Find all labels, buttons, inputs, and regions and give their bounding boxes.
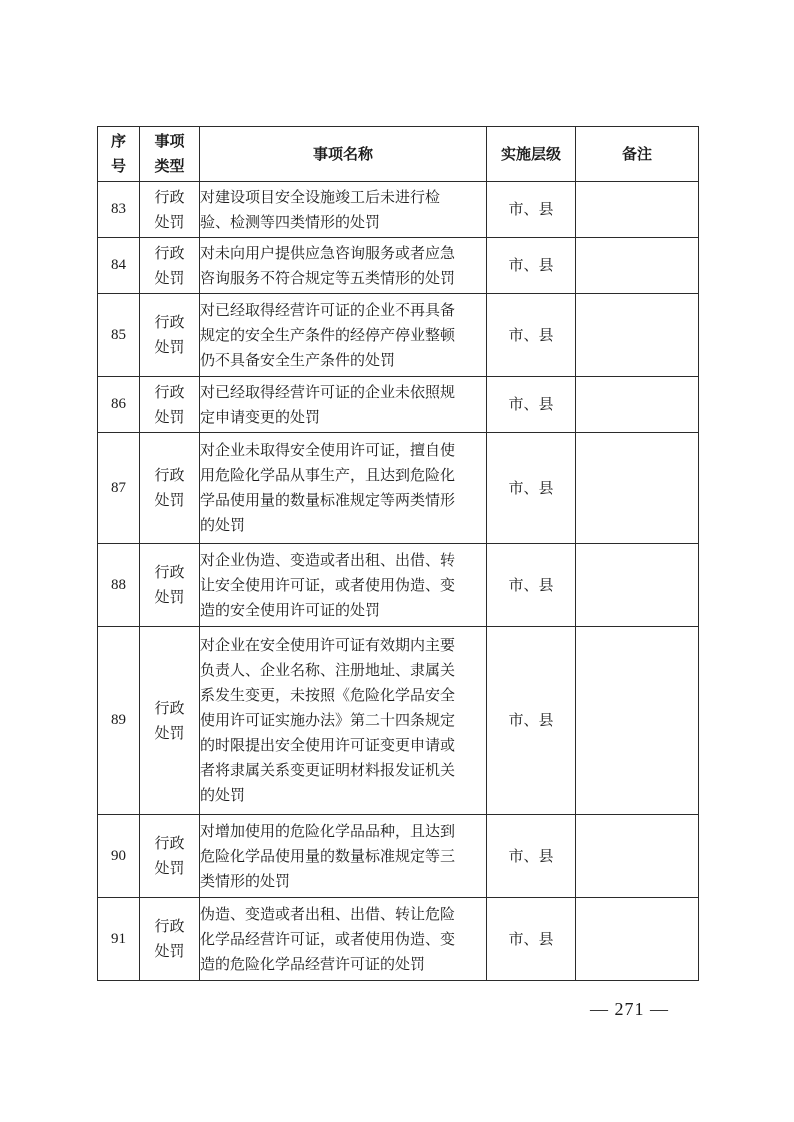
table-header-row xyxy=(98,127,699,182)
row-type xyxy=(140,377,200,433)
row-seq: 88 xyxy=(98,544,140,627)
row-note xyxy=(576,377,699,433)
row-type-line: 行政 xyxy=(154,834,185,852)
row-type-line: 处罚 xyxy=(154,942,185,960)
row-level: 市、县 xyxy=(487,182,576,238)
row-type xyxy=(140,544,200,627)
header-type-line1: 事项 xyxy=(154,132,185,150)
row-type-line: 处罚 xyxy=(154,338,185,356)
row-name-line: 让安全使用许可证，或者使用伪造、变 xyxy=(200,575,456,594)
row-level: 市、县 xyxy=(487,238,576,294)
row-name xyxy=(200,238,487,294)
row-name-line: 对已经取得经营许可证的企业未依照规 xyxy=(200,382,456,401)
header-seq-line1: 序 xyxy=(110,132,126,150)
row-type xyxy=(140,238,200,294)
row-level: 市、县 xyxy=(487,294,576,377)
row-name xyxy=(200,898,487,981)
row-name-line: 的处罚 xyxy=(200,516,246,534)
row-name-line: 化学品经营许可证，或者使用伪造、变 xyxy=(200,929,456,948)
row-type xyxy=(140,898,200,981)
row-name xyxy=(200,544,487,627)
row-name-line: 对已经取得经营许可证的企业不再具备 xyxy=(200,300,456,319)
row-type-line: 行政 xyxy=(154,187,185,206)
row-type-line: 行政 xyxy=(154,917,185,935)
row-type-line: 行政 xyxy=(154,563,185,581)
row-type xyxy=(140,433,200,544)
table-row xyxy=(98,544,699,627)
row-seq: 84 xyxy=(98,238,140,294)
row-name-line: 的处罚 xyxy=(200,786,246,804)
row-name-line: 用危险化学品从事生产，且达到危险化 xyxy=(200,466,456,484)
row-type-line: 行政 xyxy=(154,698,185,717)
row-name-line: 对企业未取得安全使用许可证，擅自使 xyxy=(200,441,456,459)
row-type-line: 处罚 xyxy=(154,212,185,231)
row-note xyxy=(576,182,699,238)
row-seq: 86 xyxy=(98,377,140,433)
row-name-line: 者将隶属关系变更证明材料报发证机关 xyxy=(200,761,456,779)
row-name-line: 验、检测等四类情形的处罚 xyxy=(200,212,381,231)
table-row xyxy=(98,898,699,981)
header-level: 实施层级 xyxy=(487,127,576,182)
row-name-line: 负责人、企业名称、注册地址、隶属关 xyxy=(200,661,456,679)
row-name-line: 类情形的处罚 xyxy=(200,871,291,890)
row-level: 市、县 xyxy=(487,377,576,433)
table-row xyxy=(98,182,699,238)
row-name-line: 伪造、变造或者出租、出借、转让危险 xyxy=(200,904,456,923)
table-row xyxy=(98,377,699,433)
header-note: 备注 xyxy=(576,127,699,182)
table-row xyxy=(98,815,699,898)
row-type-line: 行政 xyxy=(154,382,185,401)
table-row xyxy=(98,238,699,294)
row-name-line: 定申请变更的处罚 xyxy=(200,407,321,426)
table-row xyxy=(98,433,699,544)
row-seq: 85 xyxy=(98,294,140,377)
row-seq: 90 xyxy=(98,815,140,898)
row-note xyxy=(576,294,699,377)
table-body xyxy=(98,182,699,981)
row-name xyxy=(200,815,487,898)
row-type-line: 行政 xyxy=(154,243,185,262)
row-type-line: 处罚 xyxy=(154,588,185,606)
row-type xyxy=(140,627,200,815)
row-name xyxy=(200,627,487,815)
row-seq: 83 xyxy=(98,182,140,238)
table-row xyxy=(98,627,699,815)
row-name xyxy=(200,377,487,433)
row-type xyxy=(140,182,200,238)
row-note xyxy=(576,815,699,898)
row-seq: 89 xyxy=(98,627,140,815)
row-name-line: 系发生变更，未按照《危险化学品安全 xyxy=(200,686,456,704)
row-level: 市、县 xyxy=(487,898,576,981)
row-note xyxy=(576,627,699,815)
matters-table xyxy=(97,126,699,981)
row-name-line: 造的危险化学品经营许可证的处罚 xyxy=(200,954,426,973)
row-name-line: 使用许可证实施办法》第二十四条规定 xyxy=(200,711,456,729)
row-seq: 91 xyxy=(98,898,140,981)
row-type-line: 处罚 xyxy=(154,859,185,877)
row-type-line: 处罚 xyxy=(154,268,185,287)
row-type-line: 行政 xyxy=(154,313,185,331)
row-name xyxy=(200,294,487,377)
row-name-line: 仍不具备安全生产条件的处罚 xyxy=(200,350,396,369)
row-level: 市、县 xyxy=(487,815,576,898)
row-name-line: 咨询服务不符合规定等五类情形的处罚 xyxy=(200,268,456,287)
row-type-line: 处罚 xyxy=(154,491,185,509)
row-type xyxy=(140,815,200,898)
row-note xyxy=(576,544,699,627)
header-seq xyxy=(98,127,140,182)
row-name-line: 危险化学品使用量的数量标准规定等三 xyxy=(200,846,456,865)
row-type-line: 处罚 xyxy=(154,723,185,742)
row-type xyxy=(140,294,200,377)
header-seq-line2: 号 xyxy=(110,157,126,175)
row-name-line: 对建设项目安全设施竣工后未进行检 xyxy=(200,187,441,206)
row-level: 市、县 xyxy=(487,627,576,815)
row-level: 市、县 xyxy=(487,544,576,627)
row-name xyxy=(200,182,487,238)
row-name-line: 规定的安全生产条件的经停产停业整顿 xyxy=(200,325,456,344)
row-name-line: 对企业在安全使用许可证有效期内主要 xyxy=(200,636,456,654)
row-name-line: 造的安全使用许可证的处罚 xyxy=(200,600,381,619)
row-name-line: 学品使用量的数量标准规定等两类情形 xyxy=(200,491,456,509)
row-note xyxy=(576,898,699,981)
row-type-line: 行政 xyxy=(154,466,185,484)
header-name: 事项名称 xyxy=(200,127,487,182)
page-number: — 271 — xyxy=(590,999,669,1019)
row-note xyxy=(576,238,699,294)
header-type-line2: 类型 xyxy=(154,157,185,175)
row-type-line: 处罚 xyxy=(154,407,185,426)
row-level: 市、县 xyxy=(487,433,576,544)
row-name xyxy=(200,433,487,544)
row-name-line: 对企业伪造、变造或者出租、出借、转 xyxy=(200,550,456,569)
row-name-line: 的时限提出安全使用许可证变更申请或 xyxy=(200,736,456,754)
row-note xyxy=(576,433,699,544)
table-row xyxy=(98,294,699,377)
row-name-line: 对未向用户提供应急咨询服务或者应急 xyxy=(200,243,456,262)
header-type xyxy=(140,127,200,182)
row-name-line: 对增加使用的危险化学品品种，且达到 xyxy=(200,821,456,840)
row-seq: 87 xyxy=(98,433,140,544)
